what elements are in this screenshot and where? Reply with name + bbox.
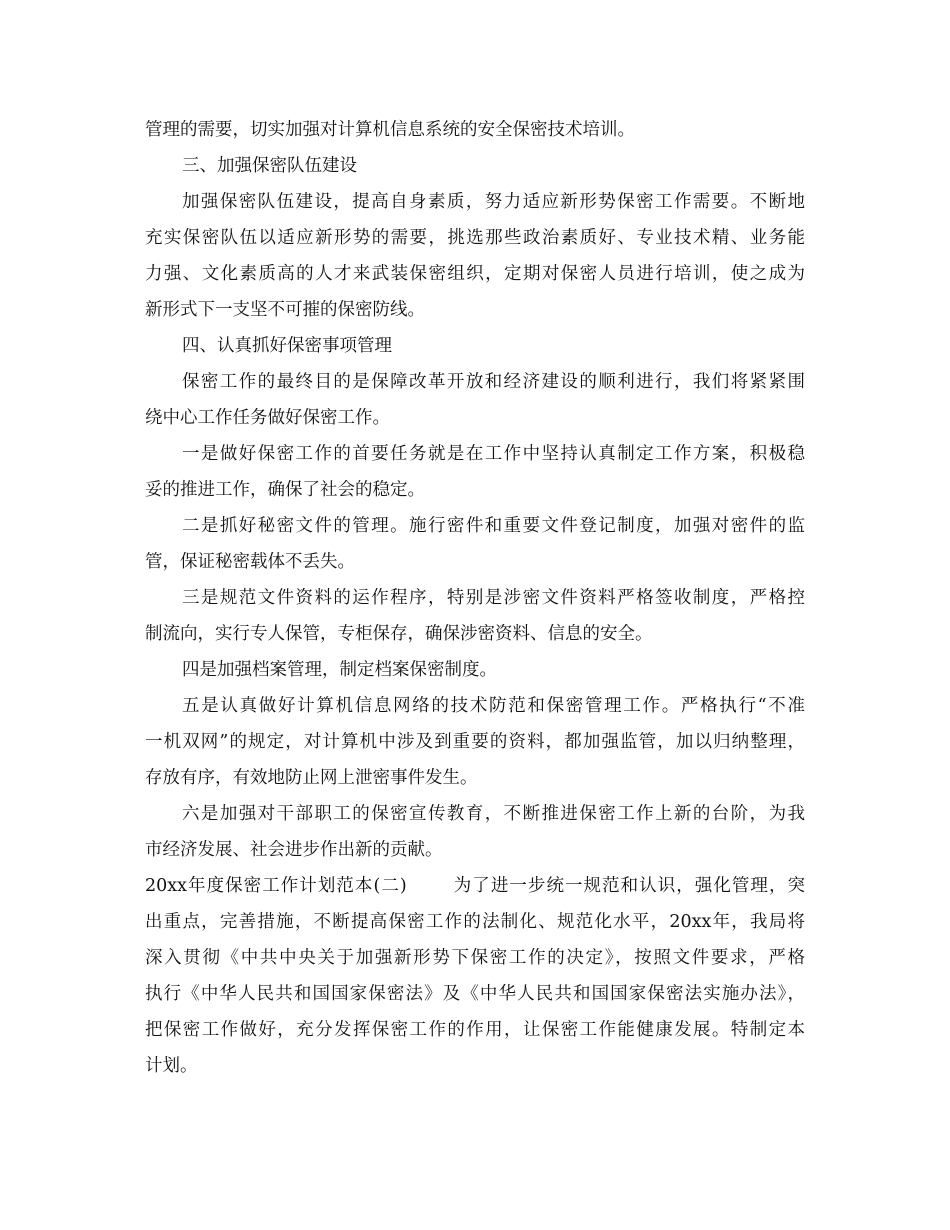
section-heading: 三、加强保密队伍建设 — [182, 156, 357, 176]
section-heading: 四、认真抓好保密事项管理 — [182, 336, 392, 356]
paragraph-line: 管理的需要，切实加强对计算机信息系统的安全保密技术培训。 — [145, 120, 635, 140]
paragraph-line: 把保密工作做好，充分发挥保密工作的作用，让保密工作能健康发展。特制定本 — [145, 1020, 805, 1040]
paragraph-line: 一是做好保密工作的首要任务就是在工作中坚持认真制定工作方案，积极稳 — [182, 444, 805, 464]
paragraph-line: 三是规范文件资料的运作程序，特别是涉密文件资料严格签收制度，严格控 — [182, 588, 805, 608]
paragraph-line: 妥的推进工作，确保了社会的稳定。 — [145, 480, 425, 500]
paragraph-line: 管，保证秘密载体不丢失。 — [145, 552, 355, 572]
paragraph-line: 一机双网”的规定，对计算机中涉及到重要的资料，都加强监管，加以归纳整理， — [145, 732, 805, 752]
document-page — [145, 112, 805, 1084]
paragraph-line: 存放有序，有效地防止网上泄密事件发生。 — [145, 768, 478, 788]
paragraph-line: 计划。 — [145, 1056, 198, 1076]
paragraph-line: 保密工作的最终目的是保障改革开放和经济建设的顺利进行，我们将紧紧围 — [182, 372, 805, 392]
paragraph-line: 加强保密队伍建设，提高自身素质，努力适应新形势保密工作需要。不断地 — [182, 192, 805, 212]
paragraph-line: 二是抓好秘密文件的管理。施行密件和重要文件登记制度，加强对密件的监 — [182, 516, 805, 536]
paragraph-line: 四是加强档案管理，制定档案保密制度。 — [182, 660, 497, 680]
section-title-line — [145, 868, 805, 904]
paragraph-line: 充实保密队伍以适应新形势的需要，挑选那些政治素质好、专业技术精、业务能 — [145, 228, 805, 248]
section-title: 20xx年度保密工作计划范本(二) — [145, 876, 407, 896]
paragraph-line: 六是加强对干部职工的保密宣传教育，不断推进保密工作上新的台阶，为我 — [182, 804, 805, 824]
paragraph-line: 深入贯彻《中共中央关于加强新形势下保密工作的决定》，按照文件要求，严格 — [145, 948, 805, 968]
paragraph-line: 出重点，完善措施，不断提高保密工作的法制化、规范化水平，20xx年，我局将 — [145, 912, 805, 932]
paragraph-line: 制流向，实行专人保管，专柜保存，确保涉密资料、信息的安全。 — [145, 624, 653, 644]
paragraph-line: 新形式下一支坚不可摧的保密防线。 — [145, 300, 425, 320]
section-first-line: 为了进一步统一规范和认识，强化管理，突 — [452, 876, 805, 896]
paragraph-line: 绕中心工作任务做好保密工作。 — [145, 408, 390, 428]
paragraph-line: 力强、文化素质高的人才来武装保密组织，定期对保密人员进行培训，使之成为 — [145, 264, 805, 284]
paragraph-line: 五是认真做好计算机信息网络的技术防范和保密管理工作。严格执行“不准 — [182, 696, 805, 716]
paragraph-line: 执行《中华人民共和国国家保密法》及《中华人民共和国国家保密法实施办法》， — [145, 984, 805, 1004]
paragraph-line: 市经济发展、社会进步作出新的贡献。 — [145, 840, 443, 860]
